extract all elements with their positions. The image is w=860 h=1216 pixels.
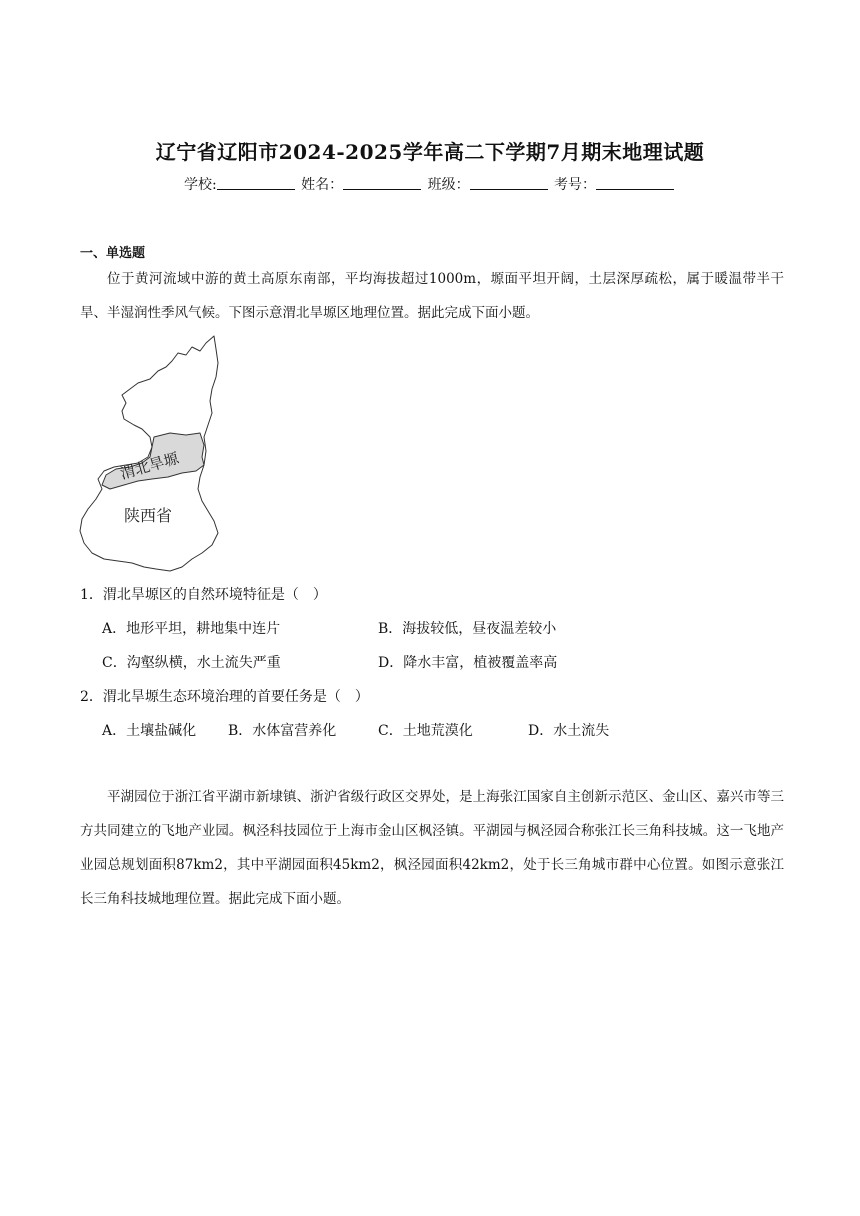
section-heading: 一、单选题 bbox=[80, 246, 146, 261]
exam-number-blank[interactable] bbox=[596, 175, 674, 190]
question-1-stem: 1．渭北旱塬区的自然环境特征是（ ） bbox=[80, 587, 327, 603]
question-2-option-d[interactable]: D．水土流失 bbox=[528, 723, 610, 739]
name-label: 姓名： bbox=[301, 177, 344, 193]
question-2-stem: 2．渭北旱塬生态环境治理的首要任务是（ ） bbox=[80, 689, 369, 705]
class-blank[interactable] bbox=[470, 175, 548, 190]
question-1-option-d[interactable]: D．降水丰富，植被覆盖率高 bbox=[378, 655, 558, 671]
passage-2: 平湖园位于浙江省平湖市新埭镇、浙沪省级行政区交界处，是上海张江国家自主创新示范区、金山区、嘉兴市等三方共同建立的飞地产业园。枫泾科技园位于上海市金山区枫泾镇。平湖园与枫泾园合称张江长三角科技城。这一飞地产业园总规划面积87km2，其中平湖园面积45km2，枫泾园面积42km2，处于长三角城市群中心位置。如图示意张江长三角科技城地理位置。据此完成下面小题。 bbox=[80, 789, 784, 907]
class-label: 班级： bbox=[427, 177, 470, 193]
question-2-option-a[interactable]: A．土壤盐碱化 bbox=[102, 723, 197, 739]
question-2-option-b[interactable]: B．水体富营养化 bbox=[228, 723, 337, 739]
region-label: 渭北旱塬 bbox=[118, 448, 181, 483]
question-1-option-b[interactable]: B．海拔较低，昼夜温差较小 bbox=[378, 621, 557, 637]
exam-title: 辽宁省辽阳市2024-2025学年高二下学期7月期末地理试题 bbox=[155, 140, 705, 164]
question-1-option-c[interactable]: C．沟壑纵横，水土流失严重 bbox=[102, 655, 281, 671]
question-2-option-c[interactable]: C．土地荒漠化 bbox=[378, 723, 473, 739]
exam-number-label: 考号： bbox=[554, 177, 597, 193]
shaanxi-map bbox=[78, 333, 228, 573]
question-1-option-a[interactable]: A．地形平坦，耕地集中连片 bbox=[102, 621, 281, 637]
passage-1: 位于黄河流域中游的黄土高原东南部，平均海拔超过1000m，塬面平坦开阔，土层深厚疏松，属于暖温带半干旱、半湿润性季风气候。下图示意渭北旱塬区地理位置。据此完成下面小题。 bbox=[80, 271, 784, 321]
school-blank[interactable] bbox=[217, 175, 295, 190]
student-info-line bbox=[0, 174, 860, 194]
school-label: 学校: bbox=[183, 177, 217, 193]
name-blank[interactable] bbox=[343, 175, 421, 190]
province-label: 陕西省 bbox=[124, 506, 173, 525]
